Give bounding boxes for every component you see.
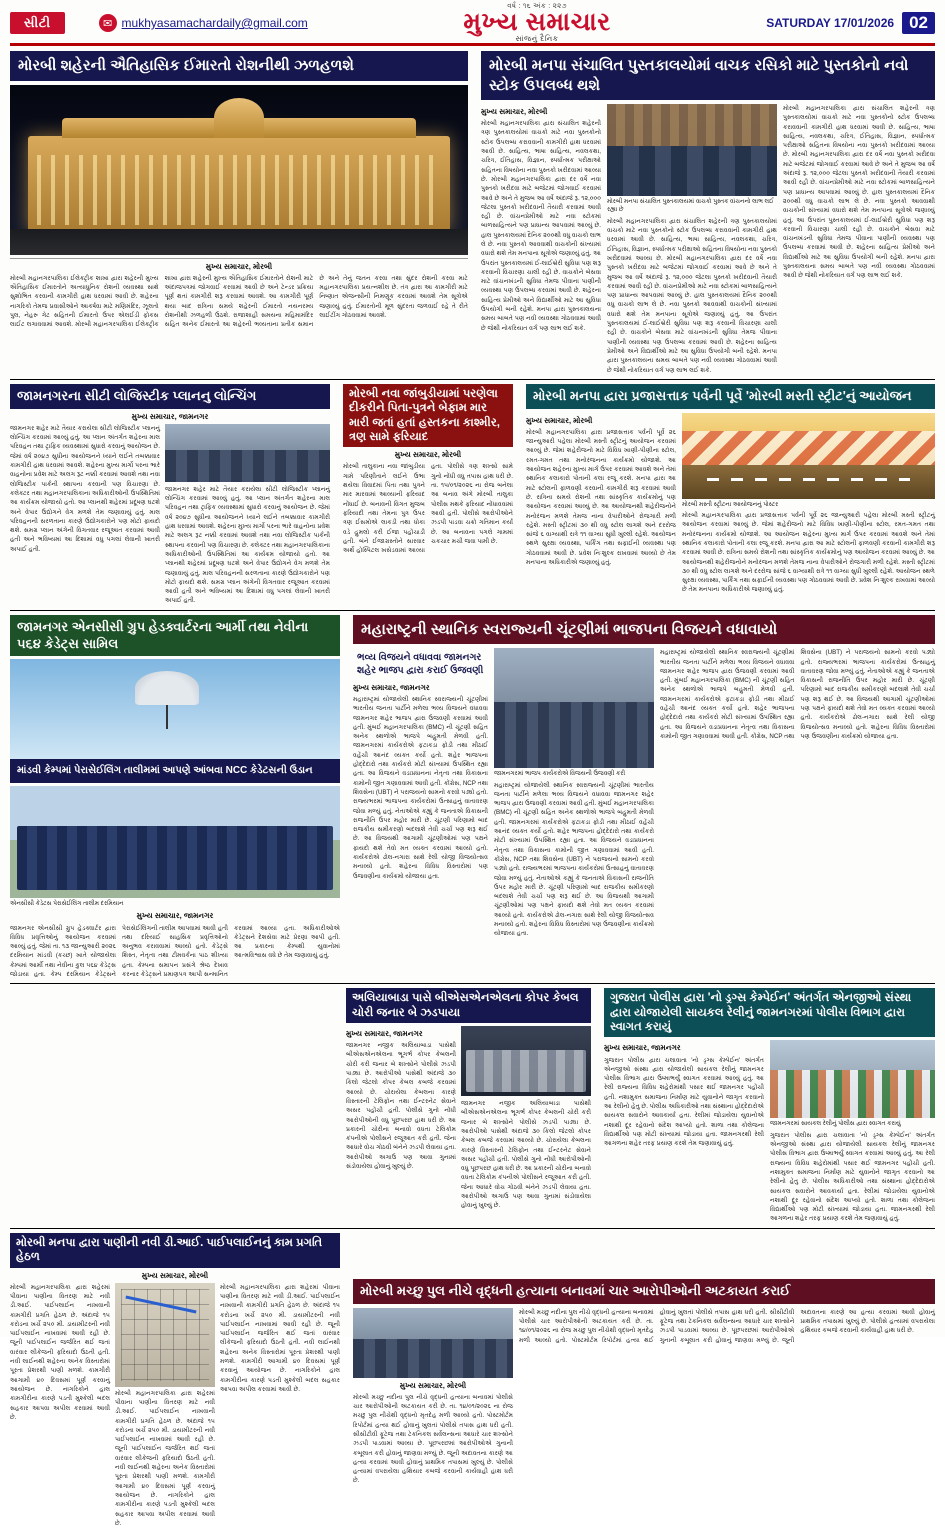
article-street <box>526 384 935 595</box>
water-body-3: મોરબી મહાનગરપાલિકા દ્વારા શહેરમાં પીવાના પાણીના વિતરણ માટે નવી ડી.આઈ. પાઈપલાઈન નાખવાની કામગીરી પ્રગતિ હેઠળ છે. અંદાજે ૧૫ કરોડના ખર્ચે ૨૫૦ મી. ડાયામીટરની નવી પાઈપલાઈન નાખવામાં આવી રહી છે. જૂની પાઈપલાઈન જર્જરિત થઈ જતાં વારંવાર લીકેજની ફરિયાદો ઉઠતી હતી. નવી લાઈનથી શહેરના અનેક વિસ્તારોમાં પૂરતા પ્રેશરથી પાણી મળશે. કામગીરી આગામી ૪૦ દિવસમાં પૂર્ણ કરવાનું આયોજન છે. નાગરિકોને હાલ કામગીરીના કારણે પડતી મુશ્કેલી બદલ સહકાર આપવા અપીલ કરવામાં આવી છે. <box>220 1283 340 1393</box>
library-body-1: મોરબી મહાનગરપાલિકા દ્વારા સંચાલિત શહેરની ત્રણ પુસ્તકાલયોમાં વાચકો માટે નવા પુસ્તકોનો સ્ટોક ઉપલબ્ધ કરાવવાની કામગીરી હાથ ધરવામાં આવી છે. સાહિત્ય, ભાષા સાહિત્ય, નવલકથા, ચરિત્ર, ઈતિહાસ, વિજ્ઞાન, સ્પર્ધાત્મક પરીક્ષાઓ સહિતના વિષયોના નવા પુસ્તકો ખરીદવામાં આવ્યા છે. મોરબી મહાનગરપાલિકા દ્વારા દર વર્ષે નવા પુસ્તકો ખરીદવા માટે બજેટમાં જોગવાઈ કરવામાં આવે છે અને તે મુજબ આ વર્ષે અંદાજે રૂ. ૧૨,૦૦૦ જેટલા પુસ્તકો ખરીદવાની તૈયારી કરવામાં આવી રહી છે. વાંચનપ્રેમીઓ માટે નવા સ્ટોકમાં બાળસાહિત્યને પણ પ્રાધાન્ય આપવામાં આવ્યું છે. હાલ પુસ્તકાલયમાં દૈનિક ૨૦૦થી વધુ વાચકો લાભ લે છે. નવા પુસ્તકો આવવાથી વાચકોની સંખ્યામાં વધારો થશે તેમ મનપાના સૂત્રોએ જણાવ્યું હતું. આ ઉપરાંત પુસ્તકાલયમાં ઈ-લાઈબ્રેરી સુવિધા પણ શરૂ કરવાની વિચારણા ચાલી રહી છે. વાચકોને બેસવા માટે વાંચનખંડની સુવિધા તેમજ પીવાના પાણીની વ્યવસ્થા પણ ઉપલબ્ધ કરવામાં આવી છે. શહેરના સાહિત્ય પ્રેમીઓ અને વિદ્યાર્થીઓ માટે આ સુવિધા ઉપયોગી બની રહેશે. મનપા દ્વારા પુસ્તકાલયના સમય બાબતે પણ નવી વ્યવસ્થા ગોઠવવામાં આવી છે જેથી નોકરિયાત વર્ગ પણ લાભ લઈ શકે. <box>481 120 601 332</box>
city-tag: સીટી <box>10 12 65 34</box>
cycle-byline: મુખ્ય સમાચાર, જામનગર <box>604 1043 681 1053</box>
ncc-group-photo <box>10 786 340 898</box>
water-byline: મુખ્ય સમાચાર, મોરબી <box>141 1270 209 1280</box>
maharashtra-headline: મહારાષ્ટ્રની સ્થાનિક સ્વરાજ્યની ચૂંટણીમાં ભાજપના વિજયને વધાવાયો <box>353 615 935 645</box>
article-cycle <box>604 988 935 1223</box>
logistics-body-2: જામનગર શહેર માટે તૈયાર કરાયેલા સીટી લોજિસ્ટીક પ્લાનનું લોન્ચિંગ કરવામાં આવ્યું હતું. આ પ્લાન અંતર્ગત શહેરના માલ પરિવહન તથા ટ્રાફિક વ્યવસ્થામાં સુધારો કરવાનું આયોજન છે. જેમાં વર્ષ ૨૦૪૭ સુધીના આયોજનને ધ્યાને લઈને તબક્કાવાર કામગીરી હાથ ધરવામાં આવશે. શહેરના મુખ્ય માર્ગો પરના ભારે વાહનોના પ્રવેશ માટે અલગ રૂટ નક્કી કરવામાં આવશે તથા નવા લોજિસ્ટીક પાર્કની સ્થાપના કરવાની પણ વિચારણા છે. કલેક્ટર તથા મહાનગરપાલિકાના અધિકારીઓની ઉપસ્થિતિમાં આ કાર્યક્રમ યોજાયો હતો. આ પ્લાનથી શહેરમાં પ્રદૂષણ ઘટશે અને વેપાર ઉદ્યોગને વેગ મળશે તેમ જણાવાયું હતું. માલ પરિવહનની સરળતાના કારણે ઉદ્યોગકારોને પણ મોટો ફાયદો થશે. સમગ્ર પ્લાન અંગેની વિગતવાર રજૂઆત કરવામાં આવી હતી અને ભવિષ્યમાં આ દિશામાં વધુ પગલાં લેવાની ખાતરી અપાઈ હતી. <box>165 485 330 605</box>
ncc-headline: જામનગર એનસીસી ગ્રુપ હેડક્વાર્ટરના આર્મી તથા નેવીના ૫૬૪ કેડેટ્સ સામિલ <box>10 615 340 657</box>
ncc-byline: મુખ્ય સમાચાર, જામનગર <box>136 911 214 921</box>
cycle-headline: ગુજરાત પોલીસ દ્વારા 'નો ડ્રગ્સ કેમ્પેઈન' અંતર્ગત એનજીઓ સંસ્થા દ્વારા યોજાયેલી સાયકલ રેલીનું જામનગરમાં પોલીસ વિભાગ દ્વારા સ્વાગત કરાયું <box>604 988 935 1037</box>
article-library <box>481 51 935 375</box>
cycle-photo-caption: જામનગરમાં સાયકલ રેલીનું પોલીસ દ્વારા સ્વાગત કરાયું <box>770 1121 901 1128</box>
date-block <box>766 12 935 34</box>
cable-byline: મુખ્ય સમાચાર, જામનગર <box>346 1029 423 1039</box>
cable-photo <box>461 1026 591 1096</box>
article-maharashtra <box>353 615 935 939</box>
cycle-photo <box>770 1040 935 1118</box>
library-headline: મોરબી મનપા સંચાલિત પુસ્તકાલયોમાં વાચક રસિકો માટે પુસ્તકોનો નવો સ્ટોક ઉપલબ્ધ થશે <box>481 51 935 100</box>
water-body-2: મોરબી મહાનગરપાલિકા દ્વારા શહેરમાં પીવાના પાણીના વિતરણ માટે નવી ડી.આઈ. પાઈપલાઈન નાખવાની કામગીરી પ્રગતિ હેઠળ છે. અંદાજે ૧૫ કરોડના ખર્ચે ૨૫૦ મી. ડાયામીટરની નવી પાઈપલાઈન નાખવામાં આવી રહી છે. જૂની પાઈપલાઈન જર્જરિત થઈ જતાં વારંવાર લીકેજની ફરિયાદો ઉઠતી હતી. નવી લાઈનથી શહેરના અનેક વિસ્તારોમાં પૂરતા પ્રેશરથી પાણી મળશે. કામગીરી આગામી ૪૦ દિવસમાં પૂર્ણ કરવાનું આયોજન છે. નાગરિકોને હાલ કામગીરીના કારણે પડતી મુશ્કેલી બદલ સહકાર આપવા અપીલ કરવામાં આવી છે. <box>115 1389 215 1527</box>
publication-date: SATURDAY 17/01/2026 <box>766 16 895 30</box>
bridge-headline: મોરબી મચ્છુ પુલ નીચે વૃદ્ધની હત્યાના બનાવમાં ચાર આરોપીઓની અટકાયત કરાઈ <box>353 1279 935 1304</box>
ncc-photo-caption: એનસીસી કેડેટસ પેરાસેઈલિંગ તાલીમ દરમિયાન <box>10 900 124 907</box>
article-logistics <box>10 384 330 606</box>
email-block <box>99 14 308 32</box>
street-headline: મોરબી મનપા દ્વારા પ્રજાસત્તાક પર્વની પૂર્વે 'મોરબી મસ્તી સ્ટ્રીટ'નું આયોજન <box>526 384 935 409</box>
maharashtra-subheadline: ભવ્ય વિજયને વધાવવા જામનગર શહેર ભાજપ દ્વારા કરાઈ ઉજવણી <box>357 652 484 677</box>
palace-headline: મોરબી શહેરની ઐતિહાસિક ઈમારતો રોશનીથી ઝળહળશે <box>10 51 468 81</box>
street-photo-caption: મોરબી મસ્તી સ્ટ્રીટના આયોજનનું પોસ્ટર <box>682 501 779 508</box>
water-map-photo <box>115 1283 215 1387</box>
cycle-body-1: ગુજરાત પોલીસ દ્વારા ચલાવાતા 'નો ડ્રગ્સ કેમ્પેઈન' અંતર્ગત એનજીઓ સંસ્થા દ્વારા યોજાયેલી સાયકલ રેલીનું જામનગર પોલીસ વિભાગ દ્વારા ઉષ્માભર્યું સ્વાગત કરવામાં આવ્યું હતું. આ રેલી રાજ્યના વિવિધ શહેરોમાંથી પસાર થઈ જામનગર પહોંચી હતી. નશામુક્ત સમાજના નિર્માણ માટે યુવાનોને જાગૃત કરવાનો આ રેલીનો હેતુ છે. પોલીસ અધિકારીઓ તથા સંસ્થાના હોદ્દેદારોએ સાયકલ સવારોને આવકાર્યા હતા. રેલીમાં જોડાયેલા યુવાનોએ નશાથી દૂર રહેવાનો સંદેશ આપ્યો હતો. શાળા તથા કોલેજના વિદ્યાર્થીઓ પણ મોટી સંખ્યામાં જોડાયા હતા. જામનગરથી રેલી આગળના શહેર તરફ પ્રયાણ કરશે તેમ જણાવાયું હતું. <box>604 1056 764 1148</box>
ncc-body: જામનગર એનસીસી ગ્રુપ હેડક્વાર્ટર દ્વારા વિવિધ પ્રવૃત્તિઓનું આયોજન કરવામાં આવ્યું હતું. જેમાં તા. ૧૩ જાન્યુઆરી ૨૦૨૬ દરમિયાન માંડવી (કચ્છ) ખાતે યોજાયેલા કેમ્પમાં આર્મી તથા નેવીના કુલ ૫૬૪ કેડેટ્સ જોડાયા હતા. કેમ્પ દરમિયાન કેડેટ્સને પેરાસેઈલિંગની તાલીમ આપવામાં આવી હતી તથા દરિયાઈ સાહસિક પ્રવૃત્તિઓનો અનુભવ કરાવવામાં આવ્યો હતો. કેડેટ્સે શિસ્ત, નેતૃત્વ તથા ટીમવર્કના પાઠ શીખ્યા હતા. કેમ્પના સમાપન પ્રસંગે શ્રેષ્ઠ દેખાવ કરનાર કેડેટ્સને પ્રમાણપત્ર આપી સન્માનિત કરવામાં આવ્યા હતા. અધિકારીઓએ કેડેટ્સને દેશસેવા માટે પ્રેરણા આપી હતી. આ પ્રકારના કેમ્પથી યુવાનોમાં આત્મવિશ્વાસ વધે છે તેમ જણાવાયું હતું. <box>10 924 340 978</box>
article-cable <box>346 988 591 1210</box>
water-headline: મોરબી મનપા દ્વારા પાણીની નવી ડી.આઈ. પાઈપલાઈનનું કામ પ્રગતિ હેઠળ <box>10 1233 340 1268</box>
library-byline: મુખ્ય સમાચાર, મોરબી <box>481 107 548 116</box>
bridge-body-2: મોરબી મચ્છુ નદીના પુલ નીચે વૃદ્ધની હત્યાના બનાવમાં પોલીસે ચાર આરોપીઓની અટકાયત કરી છે. તા. ૧૪/૦૧/૨૦૨૬ ના રોજ મચ્છુ પુલ નીચેથી વૃદ્ધનો મૃતદેહ મળી આવ્યો હતો. પોસ્ટમોર્ટમ રિપોર્ટમાં હત્યા થઈ હોવાનું ખુલતાં પોલીસે તપાસ હાથ ધરી હતી. સીસીટીવી ફૂટેજ તથા ટેકનિકલ સર્વેલન્સના આધારે ચાર શખ્સોને ઝડપી પાડવામાં આવ્યા છે. પૂછપરછમાં આરોપીઓએ ગુનાની કબૂલાત કરી હોવાનું જાણવા મળ્યું છે. જૂની અદાવતના કારણે આ હત્યા કરવામાં આવી હોવાનું પ્રાથમિક તપાસમાં ખુલ્યું છે. પોલીસે હત્યામાં વપરાયેલા હથિયાર કબજે કરવાની કાર્યવાહી હાથ ધરી છે. <box>519 1308 935 1344</box>
logo-subtitle: સાંજનું દૈનિક <box>515 34 559 44</box>
ncc-overlay-note: માંડવી કેમ્પમાં પેરાસેઈલિંગ તાલીમમાં આપણે આંબવા NCC કેડેટસની ઉડાન <box>10 759 340 783</box>
logistics-byline: મુખ્ય સમાચાર, જામનગર <box>131 411 209 421</box>
newspaper-logo <box>308 3 766 43</box>
page-number: 02 <box>902 12 935 34</box>
street-body-2: મોરબી મહાનગરપાલિકા દ્વારા પ્રજાસત્તાક પર્વની પૂર્વે ૨૬ જાન્યુઆરી પહેલા મોરબી મસ્તી સ્ટ્રીટનું આયોજન કરવામાં આવ્યું છે. જેમાં શહેરીજનો માટે વિવિધ ખાણી-પીણીના સ્ટોલ, રમત-ગમત તથા મનોરંજનના કાર્યક્રમો યોજાશે. આ આયોજન શહેરના મુખ્ય માર્ગ ઉપર કરવામાં આવશે અને તેમાં સ્થાનિક કલાકારો પોતાની કલા રજૂ કરશે. મનપા દ્વારા આ માટે સ્ટોલની ફાળવણી કરવાની કામગીરી શરૂ કરવામાં આવી છે. રાત્રિના સમયે રોશની તથા સાંસ્કૃતિક કાર્યક્રમોનું પણ આયોજન કરવામાં આવ્યું છે. આ આયોજનથી શહેરીજનોને મનોરંજન મળશે તેમજ નાના વેપારીઓને રોજગારી મળી રહેશે. મસ્તી સ્ટ્રીટમાં ૩૦ થી વધુ સ્ટોલ લાગશે અને દરરોજ સાંજે ૬ વાગ્યાથી રાત્રે ૧૧ વાગ્યા સુધી ખુલ્લી રહેશે. આયોજન સ્થળે સુરક્ષા વ્યવસ્થા, પાર્કિંગ તથા સફાઈની વ્યવસ્થા પણ ગોઠવવામાં આવી છે. પ્રવેશ નિઃશુલ્ક રાખવામાં આવ્યો છે તેમ મનપાના અધિકારીએ જણાવ્યું હતું. <box>682 512 935 594</box>
article-water <box>10 1233 340 1528</box>
cable-body-1: જામનગર નજીક અલિયાબાડા પાસેથી બીએસએનએલના ભૂગર્ભ કોપર કેબલની ચોરી કરી જનાર બે શખ્સોને પોલીસે ઝડપી પાડ્યા છે. આરોપીઓ પાસેથી અંદાજે ૩૦ કિલો જેટલો કોપર કેબલ કબજે કરવામાં આવ્યો છે. ચોરાયેલા કેબલના કારણે વિસ્તારની ટેલિફોન તથા ઈન્ટરનેટ સેવાને અસર પહોંચી હતી. પોલીસે ગુનો નોંધી આરોપીઓની વધુ પૂછપરછ હાથ ધરી છે. આ પ્રકારની ચોરીના બનાવો વધતા ટેલિકોમ કંપનીએ પોલીસને રજૂઆત કરી હતી. જેના આધારે વોચ ગોઠવી બંનેને ઝડપી લેવાયા હતા. આરોપીઓ અગાઉ પણ આવા ગુનામાં સંડોવાયેલા હોવાનું ખુલ્યું છે. <box>346 1042 456 1171</box>
bridge-body-1: મોરબી મચ્છુ નદીના પુલ નીચે વૃદ્ધની હત્યાના બનાવમાં પોલીસે ચાર આરોપીઓની અટકાયત કરી છે. તા. ૧૪/૦૧/૨૦૨૬ ના રોજ મચ્છુ પુલ નીચેથી વૃદ્ધનો મૃતદેહ મળી આવ્યો હતો. પોસ્ટમોર્ટમ રિપોર્ટમાં હત્યા થઈ હોવાનું ખુલતાં પોલીસે તપાસ હાથ ધરી હતી. સીસીટીવી ફૂટેજ તથા ટેકનિકલ સર્વેલન્સના આધારે ચાર શખ્સોને ઝડપી પાડવામાં આવ્યા છે. પૂછપરછમાં આરોપીઓએ ગુનાની કબૂલાત કરી હોવાનું જાણવા મળ્યું છે. જૂની અદાવતના કારણે આ હત્યા કરવામાં આવી હોવાનું પ્રાથમિક તપાસમાં ખુલ્યું છે. પોલીસે હત્યામાં વપરાયેલા હથિયાર કબજે કરવાની કાર્યવાહી હાથ ધરી છે. <box>353 1393 513 1485</box>
palace-body: મોરબી મહાનગરપાલિકા ઈલેક્ટ્રીક શાખા દ્વારા શહેરની મુખ્ય ઐતિહાસિક ઈમારતોને અત્યાધુનિક રોશની વ્યવસ્થા સાથે સુશોભિત કરવાની કામગીરી હાથ ધરવામાં આવી છે. શહેરના નાગરિકો તેમજ પ્રવાસીઓને આકર્ષવા માટે મણિમંદિર, ઝૂલતો પુલ, નેહરુ ગેટ સહિતની ઈમારતો ઉપર એલઈડી ફોકસ લાઈટ લગાવવામાં આવશે. મોરબી મહાનગરપાલિકા ઈલેક્ટ્રીક શાખા દ્વારા શહેરની મુખ્ય ઐતિહાસિક ઈમારતોને રોશની માટે અંદાજપત્રમાં જોગવાઈ કરવામાં આવી છે અને ટેન્ડર પ્રક્રિયા પૂર્ણ થતાં કામગીરી શરૂ કરવામાં આવશે. આ કામગીરી પૂર્ણ થયા બાદ રાત્રિના સમયે શહેરની ઈમારતો નયનરમ્ય રોશનીથી ઝળહળી ઉઠશે. રાજાશાહી સમયના મહિમામંદિર સહિત અનેક ઈમારતો આ શહેરની ભવ્યતાના પ્રતીક સમાન છે અને તેનું જતન કરવા તથા સુંદર રોશની કરવા માટે મહાનગરપાલિકા પ્રયત્નશીલ છે. તંત્ર દ્વારા આ કામગીરી માટે નિષ્ણાત એજન્સીની નિમણૂક કરવામાં આવશે તેમ સૂત્રોએ જણાવ્યું હતું. ઈમારતોની મૂળ સુંદરતા જળવાઈ રહે તે રીતે લાઈટીંગ ગોઠવવામાં આવશે. <box>10 274 468 329</box>
maharashtra-body-3: મહારાષ્ટ્રમાં યોજાયેલી સ્થાનિક સ્વરાજ્યની ચૂંટણીમાં ભારતીય જનતા પાર્ટીને મળેલા ભવ્ય વિજયને વધાવવા જામનગર શહેર ભાજપ દ્વારા ઉજવણી કરવામાં આવી હતી. મુંબઈ મહાનગરપાલિકા (BMC) ની ચૂંટણી સહિત અનેક સ્થળોએ ભાજપે બહુમતી મેળવી હતી. જામનગરમાં કાર્યકરોએ ફટાકડા ફોડી તથા મીઠાઈ વહેંચી આનંદ વ્યક્ત કર્યો હતો. શહેર ભાજપના હોદ્દેદારો તથા કાર્યકરો મોટી સંખ્યામાં ઉપસ્થિત રહ્યા હતા. આ વિજયને વડાપ્રધાનના નેતૃત્વ તથા વિકાસના કામોની જીત ગણાવવામાં આવી હતી. કોંગ્રેસ, NCP તથા શિવસેના (UBT) ને પરાજયનો સામનો કરવો પડ્યો હતો. રાજ્યભરમાં ભાજપના કાર્યકરોમાં ઉત્સાહનું વાતાવરણ જોવા મળ્યું હતું. નેતાઓએ કહ્યું કે જનતાએ વિકાસની રાજનીતિ ઉપર મહોર મારી છે. ચૂંટણી પરિણામો બાદ રાજકીય સમીકરણો બદલાશે તેવી ચર્ચા પણ શરૂ થઈ છે. આ વિજયથી આગામી ચૂંટણીઓમાં પણ પક્ષને ફાયદો થશે તેવો મત વ્યક્ત કરવામાં આવ્યો હતો. કાર્યકરોએ ઢોલ-નગારા સાથે રેલી યોજી વિજયોત્સવ મનાવ્યો હતો. શહેરના વિવિધ વિસ્તારોમાં પણ ઉજવણીના કાર્યક્રમો યોજાયા હતા. <box>660 649 935 740</box>
bridge-photo <box>353 1308 513 1378</box>
street-body-1: મોરબી મહાનગરપાલિકા દ્વારા પ્રજાસત્તાક પર્વની પૂર્વે ૨૬ જાન્યુઆરી પહેલા મોરબી મસ્તી સ્ટ્રીટનું આયોજન કરવામાં આવ્યું છે. જેમાં શહેરીજનો માટે વિવિધ ખાણી-પીણીના સ્ટોલ, રમત-ગમત તથા મનોરંજનના કાર્યક્રમો યોજાશે. આ આયોજન શહેરના મુખ્ય માર્ગ ઉપર કરવામાં આવશે અને તેમાં સ્થાનિક કલાકારો પોતાની કલા રજૂ કરશે. મનપા દ્વારા આ માટે સ્ટોલની ફાળવણી કરવાની કામગીરી શરૂ કરવામાં આવી છે. રાત્રિના સમયે રોશની તથા સાંસ્કૃતિક કાર્યક્રમોનું પણ આયોજન કરવામાં આવ્યું છે. આ આયોજનથી શહેરીજનોને મનોરંજન મળશે તેમજ નાના વેપારીઓને રોજગારી મળી રહેશે. મસ્તી સ્ટ્રીટમાં ૩૦ થી વધુ સ્ટોલ લાગશે અને દરરોજ સાંજે ૬ વાગ્યાથી રાત્રે ૧૧ વાગ્યા સુધી ખુલ્લી રહેશે. આયોજન સ્થળે સુરક્ષા વ્યવસ્થા, પાર્કિંગ તથા સફાઈની વ્યવસ્થા પણ ગોઠવવામાં આવી છે. પ્રવેશ નિઃશુલ્ક રાખવામાં આવ્યો છે તેમ મનપાના અધિકારીએ જણાવ્યું હતું. <box>526 428 676 566</box>
palace-byline: મુખ્ય સમાચાર, મોરબી <box>205 261 273 271</box>
library-body-3: મોરબી મહાનગરપાલિકા દ્વારા સંચાલિત શહેરની ત્રણ પુસ્તકાલયોમાં વાચકો માટે નવા પુસ્તકોનો સ્ટોક ઉપલબ્ધ કરાવવાની કામગીરી હાથ ધરવામાં આવી છે. સાહિત્ય, ભાષા સાહિત્ય, નવલકથા, ચરિત્ર, ઈતિહાસ, વિજ્ઞાન, સ્પર્ધાત્મક પરીક્ષાઓ સહિતના વિષયોના નવા પુસ્તકો ખરીદવામાં આવ્યા છે. મોરબી મહાનગરપાલિકા દ્વારા દર વર્ષે નવા પુસ્તકો ખરીદવા માટે બજેટમાં જોગવાઈ કરવામાં આવે છે અને તે મુજબ આ વર્ષે અંદાજે રૂ. ૧૨,૦૦૦ જેટલા પુસ્તકો ખરીદવાની તૈયારી કરવામાં આવી રહી છે. વાંચનપ્રેમીઓ માટે નવા સ્ટોકમાં બાળસાહિત્યને પણ પ્રાધાન્ય આપવામાં આવ્યું છે. હાલ પુસ્તકાલયમાં દૈનિક ૨૦૦થી વધુ વાચકો લાભ લે છે. નવા પુસ્તકો આવવાથી વાચકોની સંખ્યામાં વધારો થશે તેમ મનપાના સૂત્રોએ જણાવ્યું હતું. આ ઉપરાંત પુસ્તકાલયમાં ઈ-લાઈબ્રેરી સુવિધા પણ શરૂ કરવાની વિચારણા ચાલી રહી છે. વાચકોને બેસવા માટે વાંચનખંડની સુવિધા તેમજ પીવાના પાણીની વ્યવસ્થા પણ ઉપલબ્ધ કરવામાં આવી છે. શહેરના સાહિત્ય પ્રેમીઓ અને વિદ્યાર્થીઓ માટે આ સુવિધા ઉપયોગી બની રહેશે. મનપા દ્વારા પુસ્તકાલયના સમય બાબતે પણ નવી વ્યવસ્થા ગોઠવવામાં આવી છે જેથી નોકરિયાત વર્ગ પણ લાભ લઈ શકે. <box>783 105 935 280</box>
article-ncc <box>10 615 340 980</box>
article-palace <box>10 51 468 329</box>
logistics-headline: જામનગરના સીટી લોજિસ્ટીક પ્લાનનુ લોન્ચિંગ <box>10 384 330 409</box>
logistics-photo <box>165 424 330 482</box>
maharashtra-body-2: મહારાષ્ટ્રમાં યોજાયેલી સ્થાનિક સ્વરાજ્યની ચૂંટણીમાં ભારતીય જનતા પાર્ટીને મળેલા ભવ્ય વિજયને વધાવવા જામનગર શહેર ભાજપ દ્વારા ઉજવણી કરવામાં આવી હતી. મુંબઈ મહાનગરપાલિકા (BMC) ની ચૂંટણી સહિત અનેક સ્થળોએ ભાજપે બહુમતી મેળવી હતી. જામનગરમાં કાર્યકરોએ ફટાકડા ફોડી તથા મીઠાઈ વહેંચી આનંદ વ્યક્ત કર્યો હતો. શહેર ભાજપના હોદ્દેદારો તથા કાર્યકરો મોટી સંખ્યામાં ઉપસ્થિત રહ્યા હતા. આ વિજયને વડાપ્રધાનના નેતૃત્વ તથા વિકાસના કામોની જીત ગણાવવામાં આવી હતી. કોંગ્રેસ, NCP તથા શિવસેના (UBT) ને પરાજયનો સામનો કરવો પડ્યો હતો. રાજ્યભરમાં ભાજપના કાર્યકરોમાં ઉત્સાહનું વાતાવરણ જોવા મળ્યું હતું. નેતાઓએ કહ્યું કે જનતાએ વિકાસની રાજનીતિ ઉપર મહોર મારી છે. ચૂંટણી પરિણામો બાદ રાજકીય સમીકરણો બદલાશે તેવી ચર્ચા પણ શરૂ થઈ છે. આ વિજયથી આગામી ચૂંટણીઓમાં પણ પક્ષને ફાયદો થશે તેવો મત વ્યક્ત કરવામાં આવ્યો હતો. કાર્યકરોએ ઢોલ-નગારા સાથે રેલી યોજી વિજયોત્સવ મનાવ્યો હતો. શહેરના વિવિધ વિસ્તારોમાં પણ ઉજવણીના કાર્યક્રમો યોજાયા હતા. <box>494 781 654 938</box>
library-photo <box>607 104 777 196</box>
logistics-body-1: જામનગર શહેર માટે તૈયાર કરાયેલા સીટી લોજિસ્ટીક પ્લાનનું લોન્ચિંગ કરવામાં આવ્યું હતું. આ પ્લાન અંતર્ગત શહેરના માલ પરિવહન તથા ટ્રાફિક વ્યવસ્થામાં સુધારો કરવાનું આયોજન છે. જેમાં વર્ષ ૨૦૪૭ સુધીના આયોજનને ધ્યાને લઈને તબક્કાવાર કામગીરી હાથ ધરવામાં આવશે. શહેરના મુખ્ય માર્ગો પરના ભારે વાહનોના પ્રવેશ માટે અલગ રૂટ નક્કી કરવામાં આવશે તથા નવા લોજિસ્ટીક પાર્કની સ્થાપના કરવાની પણ વિચારણા છે. કલેક્ટર તથા મહાનગરપાલિકાના અધિકારીઓની ઉપસ્થિતિમાં આ કાર્યક્રમ યોજાયો હતો. આ પ્લાનથી શહેરમાં પ્રદૂષણ ઘટશે અને વેપાર ઉદ્યોગને વેગ મળશે તેમ જણાવાયું હતું. માલ પરિવહનની સરળતાના કારણે ઉદ્યોગકારોને પણ મોટો ફાયદો થશે. સમગ્ર પ્લાન અંગેની વિગતવાર રજૂઆત કરવામાં આવી હતી અને ભવિષ્યમાં આ દિશામાં વધુ પગલાં લેવાની ખાતરી અપાઈ હતી. <box>10 424 160 553</box>
mail-icon: ✉ <box>99 14 117 32</box>
library-photo-caption: મોરબી મનપા સંચાલિત પુસ્તકાલયમાં વાચકો પુસ્તક વાંચનનો લાભ લઈ રહ્યા છે <box>607 199 774 214</box>
logo-issue-line: વર્ષ : ૧૬ અંક : ૨૨૭ <box>507 3 567 11</box>
water-body-1: મોરબી મહાનગરપાલિકા દ્વારા શહેરમાં પીવાના પાણીના વિતરણ માટે નવી ડી.આઈ. પાઈપલાઈન નાખવાની કામગીરી પ્રગતિ હેઠળ છે. અંદાજે ૧૫ કરોડના ખર્ચે ૨૫૦ મી. ડાયામીટરની નવી પાઈપલાઈન નાખવામાં આવી રહી છે. જૂની પાઈપલાઈન જર્જરિત થઈ જતાં વારંવાર લીકેજની ફરિયાદો ઉઠતી હતી. નવી લાઈનથી શહેરના અનેક વિસ્તારોમાં પૂરતા પ્રેશરથી પાણી મળશે. કામગીરી આગામી ૪૦ દિવસમાં પૂર્ણ કરવાનું આયોજન છે. નાગરિકોને હાલ કામગીરીના કારણે પડતી મુશ્કેલી બદલ સહકાર આપવા અપીલ કરવામાં આવી છે. <box>10 1283 110 1421</box>
maharashtra-body-1: મહારાષ્ટ્રમાં યોજાયેલી સ્થાનિક સ્વરાજ્યની ચૂંટણીમાં ભારતીય જનતા પાર્ટીને મળેલા ભવ્ય વિજયને વધાવવા જામનગર શહેર ભાજપ દ્વારા ઉજવણી કરવામાં આવી હતી. મુંબઈ મહાનગરપાલિકા (BMC) ની ચૂંટણી સહિત અનેક સ્થળોએ ભાજપે બહુમતી મેળવી હતી. જામનગરમાં કાર્યકરોએ ફટાકડા ફોડી તથા મીઠાઈ વહેંચી આનંદ વ્યક્ત કર્યો હતો. શહેર ભાજપના હોદ્દેદારો તથા કાર્યકરો મોટી સંખ્યામાં ઉપસ્થિત રહ્યા હતા. આ વિજયને વડાપ્રધાનના નેતૃત્વ તથા વિકાસના કામોની જીત ગણાવવામાં આવી હતી. કોંગ્રેસ, NCP તથા શિવસેના (UBT) ને પરાજયનો સામનો કરવો પડ્યો હતો. રાજ્યભરમાં ભાજપના કાર્યકરોમાં ઉત્સાહનું વાતાવરણ જોવા મળ્યું હતું. નેતાઓએ કહ્યું કે જનતાએ વિકાસની રાજનીતિ ઉપર મહોર મારી છે. ચૂંટણી પરિણામો બાદ રાજકીય સમીકરણો બદલાશે તેવી ચર્ચા પણ શરૂ થઈ છે. આ વિજયથી આગામી ચૂંટણીઓમાં પણ પક્ષને ફાયદો થશે તેવો મત વ્યક્ત કરવામાં આવ્યો હતો. કાર્યકરોએ ઢોલ-નગારા સાથે રેલી યોજી વિજયોત્સવ મનાવ્યો હતો. શહેરના વિવિધ વિસ્તારોમાં પણ ઉજવણીના કાર્યક્રમો યોજાયા હતા. <box>353 695 489 880</box>
street-photo <box>682 413 935 499</box>
article-family <box>343 384 513 556</box>
cable-body-2: જામનગર નજીક અલિયાબાડા પાસેથી બીએસએનએલના ભૂગર્ભ કોપર કેબલની ચોરી કરી જનાર બે શખ્સોને પોલીસે ઝડપી પાડ્યા છે. આરોપીઓ પાસેથી અંદાજે ૩૦ કિલો જેટલો કોપર કેબલ કબજે કરવામાં આવ્યો છે. ચોરાયેલા કેબલના કારણે વિસ્તારની ટેલિફોન તથા ઈન્ટરનેટ સેવાને અસર પહોંચી હતી. પોલીસે ગુનો નોંધી આરોપીઓની વધુ પૂછપરછ હાથ ધરી છે. આ પ્રકારની ચોરીના બનાવો વધતા ટેલિકોમ કંપનીએ પોલીસને રજૂઆત કરી હતી. જેના આધારે વોચ ગોઠવી બંનેને ઝડપી લેવાયા હતા. આરોપીઓ અગાઉ પણ આવા ગુનામાં સંડોવાયેલા હોવાનું ખુલ્યું છે. <box>461 1100 591 1210</box>
logo-title: મુખ્ય સમાચાર <box>463 8 611 37</box>
library-body-2: મોરબી મહાનગરપાલિકા દ્વારા સંચાલિત શહેરની ત્રણ પુસ્તકાલયોમાં વાચકો માટે નવા પુસ્તકોનો સ્ટોક ઉપલબ્ધ કરાવવાની કામગીરી હાથ ધરવામાં આવી છે. સાહિત્ય, ભાષા સાહિત્ય, નવલકથા, ચરિત્ર, ઈતિહાસ, વિજ્ઞાન, સ્પર્ધાત્મક પરીક્ષાઓ સહિતના વિષયોના નવા પુસ્તકો ખરીદવામાં આવ્યા છે. મોરબી મહાનગરપાલિકા દ્વારા દર વર્ષે નવા પુસ્તકો ખરીદવા માટે બજેટમાં જોગવાઈ કરવામાં આવે છે અને તે મુજબ આ વર્ષે અંદાજે રૂ. ૧૨,૦૦૦ જેટલા પુસ્તકો ખરીદવાની તૈયારી કરવામાં આવી રહી છે. વાંચનપ્રેમીઓ માટે નવા સ્ટોકમાં બાળસાહિત્યને પણ પ્રાધાન્ય આપવામાં આવ્યું છે. હાલ પુસ્તકાલયમાં દૈનિક ૨૦૦થી વધુ વાચકો લાભ લે છે. નવા પુસ્તકો આવવાથી વાચકોની સંખ્યામાં વધારો થશે તેમ મનપાના સૂત્રોએ જણાવ્યું હતું. આ ઉપરાંત પુસ્તકાલયમાં ઈ-લાઈબ્રેરી સુવિધા પણ શરૂ કરવાની વિચારણા ચાલી રહી છે. વાચકોને બેસવા માટે વાંચનખંડની સુવિધા તેમજ પીવાના પાણીની વ્યવસ્થા પણ ઉપલબ્ધ કરવામાં આવી છે. શહેરના સાહિત્ય પ્રેમીઓ અને વિદ્યાર્થીઓ માટે આ સુવિધા ઉપયોગી બની રહેશે. મનપા દ્વારા પુસ્તકાલયના સમય બાબતે પણ નવી વ્યવસ્થા ગોઠવવામાં આવી છે જેથી નોકરિયાત વર્ગ પણ લાભ લઈ શકે. <box>607 217 777 374</box>
bridge-byline: મુખ્ય સમાચાર, મોરબી <box>399 1380 467 1390</box>
cycle-body-2: ગુજરાત પોલીસ દ્વારા ચલાવાતા 'નો ડ્રગ્સ કેમ્પેઈન' અંતર્ગત એનજીઓ સંસ્થા દ્વારા યોજાયેલી સાયકલ રેલીનું જામનગર પોલીસ વિભાગ દ્વારા ઉષ્માભર્યું સ્વાગત કરવામાં આવ્યું હતું. આ રેલી રાજ્યના વિવિધ શહેરોમાંથી પસાર થઈ જામનગર પહોંચી હતી. નશામુક્ત સમાજના નિર્માણ માટે યુવાનોને જાગૃત કરવાનો આ રેલીનો હેતુ છે. પોલીસ અધિકારીઓ તથા સંસ્થાના હોદ્દેદારોએ સાયકલ સવારોને આવકાર્યા હતા. રેલીમાં જોડાયેલા યુવાનોએ નશાથી દૂર રહેવાનો સંદેશ આપ્યો હતો. શાળા તથા કોલેજના વિદ્યાર્થીઓ પણ મોટી સંખ્યામાં જોડાયા હતા. જામનગરથી રેલી આગળના શહેર તરફ પ્રયાણ કરશે તેમ જણાવાયું હતું. <box>770 1131 935 1223</box>
masthead <box>10 3 935 46</box>
email-text[interactable]: mukhyasamachardaily@gmail.com <box>121 16 308 30</box>
article-bridge <box>353 1233 935 1486</box>
family-body: મોરબી તાલુકાના નવા જાંબુડીયા ગામે પરિણીતાને લઈને ઉભા થયેલા વિવાદમાં પિતા તથા પુત્રને માર મારવામાં આવ્યાની ફરિયાદ નોંધાઈ છે. બનાવની વિગત મુજબ ફરિયાદી તથા તેમના પુત્ર ઉપર ત્રણ ઈસમોએ લાકડી તથા ધોકા વડે હુમલો કરી ઈજા પહોંચાડી હતી. બંને ઈજાગ્રસ્તોને સારવાર અર્થે હોસ્પિટલ ખસેડવામાં આવ્યા હતા. પોલીસે ત્રણ શખ્સો સામે ગુનો નોંધી વધુ તપાસ હાથ ધરી છે. તા. ૧૫/૦૧/૨૦૨૬ ના રોજ બનેલા આ બનાવ અંગે મોરબી તાલુકા પોલીસ મથકે ફરિયાદ નોંધાવવામાં આવી હતી. પોલીસે આરોપીઓને ઝડપી પાડવા ચક્રો ગતિમાન કર્યા છે. આ બનાવના પગલે ગામમાં ચકચાર મચી જવા પામી છે. <box>343 463 513 555</box>
maharashtra-photo <box>494 648 654 768</box>
family-byline: મુખ્ય સમાચાર, મોરબી <box>394 450 462 460</box>
maharashtra-byline: મુખ્ય સમાચાર, જામનગર <box>353 682 430 692</box>
palace-photo <box>10 85 468 255</box>
cable-headline: અલિયાબાડા પાસે બીએસએનએલના કોપર કેબલ ચોરી જનાર બે ઝડપાયા <box>346 988 591 1023</box>
maharashtra-photo-caption: જામનગરમાં ભાજપ કાર્યકરોએ વિજયની ઉજવણી કરી <box>494 771 626 778</box>
ncc-sky-photo <box>10 659 340 759</box>
family-headline: મોરબી નવા જાંબુડીયામાં પરણેલા દીકરીને પિતા-પુત્રને બેફામ માર મારી જતાં હતાં હસ્તકના કાશ્મીર, ત્રણ સામે ફરિયાદ <box>343 384 513 448</box>
street-byline: મુખ્ય સમાચાર, મોરબી <box>526 415 593 425</box>
